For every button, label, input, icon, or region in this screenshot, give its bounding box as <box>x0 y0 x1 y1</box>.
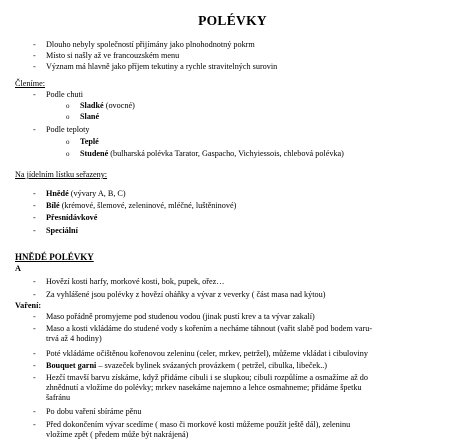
bullet-dash: - <box>33 226 36 235</box>
menu-order-item: Přesnídávkové <box>46 213 98 222</box>
bullet-dash: - <box>33 125 36 134</box>
division-heading: Členíme: <box>15 79 46 88</box>
cooking-step: Poté vkládáme očištěnou kořenovou zeleninu (celer, mrkev, petržel), můžeme vkládat i cibuloviny <box>46 349 368 358</box>
cooking-step: Po dobu vaření sbíráme pěnu <box>46 407 142 416</box>
bullet-circle-icon: o <box>66 150 70 158</box>
division-subitem: Teplé <box>80 137 99 146</box>
division-subitem: Studené (bulharská polévka Tarator, Gaspacho, Vichyiessois, chlebová polévka) <box>80 149 344 158</box>
bullet-dash: - <box>33 361 36 370</box>
cooking-step: Bouquet garni – svazeček bylinek svázaných provázkem ( petržel, cibulka, libeček..) <box>46 361 328 370</box>
section-heading: HNĚDÉ POLÉVKY <box>15 252 94 262</box>
intro-item: Dlouho nebyly společností přijímány jako plnohodnotný pokrm <box>46 40 255 49</box>
bullet-dash: - <box>33 201 36 210</box>
bullet-dash: - <box>33 324 36 333</box>
menu-order-heading: Na jídelním lístku seřazeny: <box>15 170 108 179</box>
cooking-step: Maso a kosti vkládáme do studené vody s kořením a necháme táhnout (vařit slabě pod bodem varu- <box>46 324 373 333</box>
bullet-dash: - <box>33 277 36 286</box>
subsection-label: A <box>15 264 21 273</box>
cooking-step-continuation: šafránu <box>46 393 71 402</box>
bullet-circle-icon: o <box>66 113 70 121</box>
bullet-dash: - <box>33 40 36 49</box>
bullet-dash: - <box>33 90 36 99</box>
bullet-dash: - <box>33 312 36 321</box>
menu-order-item: Speciální <box>46 226 78 235</box>
division-subitem: Sladké (ovocné) <box>80 101 135 110</box>
cooking-label: Vaření: <box>15 301 42 310</box>
ingredient-item: Hovězí kosti harfy, morkové kosti, bok, pupek, ořez… <box>46 277 225 286</box>
cooking-step-continuation: zhnědnutí a vložíme do polévky; mrkev nasekáme najemno a lehce osmahneme; přidáme špetku <box>46 383 362 392</box>
intro-item: Význam má hlavně jako příjem tekutiny a rychle stravitelných surovin <box>46 62 278 71</box>
cooking-step: Před dokončením vývar scedíme ( maso či morkové kosti můžeme použít ještě dál), zeleninu <box>46 420 351 429</box>
intro-item: Místo si našly až ve francouzském menu <box>46 51 180 60</box>
cooking-step: Maso pořádně promyjeme pod studenou vodou (jinak pustí krev a ta vývar zakalí) <box>46 312 315 321</box>
cooking-step: Hezčí tmavší barvu získáme, když přidáme cibuli i se slupkou; cibuli rozpůlíme a osmažíme až do <box>46 373 368 382</box>
bullet-dash: - <box>33 349 36 358</box>
bullet-dash: - <box>33 373 36 382</box>
cooking-step-continuation: trvá až 4 hodiny) <box>46 334 102 343</box>
menu-order-item: Hnědé (vývary A, B, C) <box>46 189 126 198</box>
menu-order-item: Bílé (krémové, šlemové, zeleninové, mléčné, luštěninové) <box>46 201 237 210</box>
page-title: POLÉVKY <box>198 13 267 28</box>
bullet-dash: - <box>33 290 36 299</box>
bullet-dash: - <box>33 51 36 60</box>
bullet-dash: - <box>33 62 36 71</box>
division-subitem: Slané <box>80 112 100 121</box>
bullet-dash: - <box>33 420 36 429</box>
bullet-circle-icon: o <box>66 138 70 146</box>
bullet-dash: - <box>33 213 36 222</box>
bullet-circle-icon: o <box>66 102 70 110</box>
division-item: Podle teploty <box>46 125 90 134</box>
cooking-step-continuation: vložíme zpět ( předem může být nakrájená) <box>46 430 189 439</box>
ingredient-item: Za vyhlášené jsou polévky z hovězí oháňky a vývar z veverky ( část masa nad kýtou) <box>46 290 326 299</box>
division-item: Podle chuti <box>46 90 84 99</box>
bullet-dash: - <box>33 189 36 198</box>
bullet-dash: - <box>33 407 36 416</box>
